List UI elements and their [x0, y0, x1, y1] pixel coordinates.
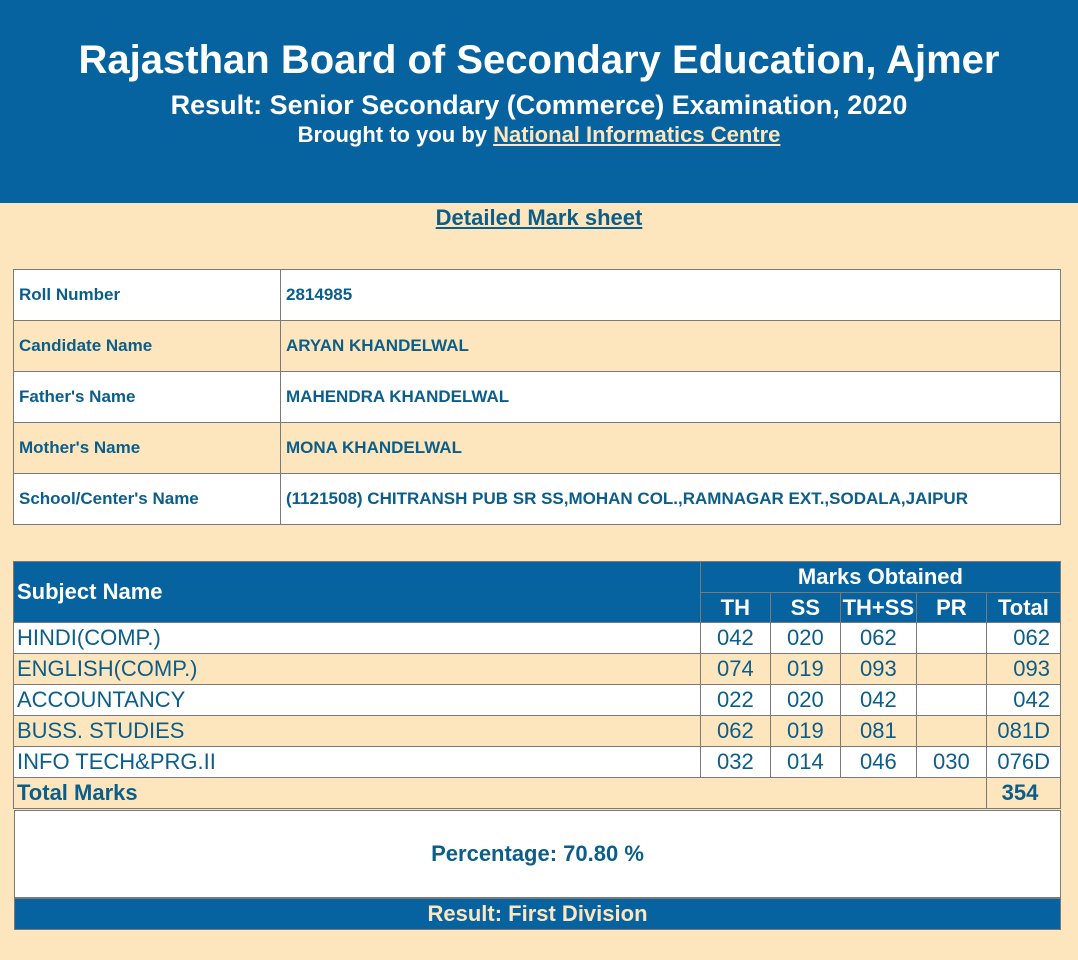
thss-mark: 062	[840, 623, 916, 654]
pr-mark	[916, 716, 986, 747]
thss-mark: 093	[840, 654, 916, 685]
marks-header-row	[14, 562, 1061, 593]
th-mark: 074	[700, 654, 770, 685]
ss-mark: 019	[770, 716, 840, 747]
subject-name: ACCOUNTANCY	[14, 685, 701, 716]
pr-mark	[916, 685, 986, 716]
pr-mark	[916, 623, 986, 654]
th-mark: 062	[700, 716, 770, 747]
total-marks-label: Total Marks	[14, 778, 987, 809]
total-mark: 081D	[986, 716, 1060, 747]
col-thss-header: TH+SS	[840, 593, 916, 623]
th-mark: 032	[700, 747, 770, 778]
total-marks-value: 354	[986, 778, 1060, 809]
total-mark: 062	[986, 623, 1060, 654]
roll-number-value: 2814985	[281, 270, 1061, 321]
candidate-info-table	[13, 269, 1061, 525]
detailed-mark-sheet-link[interactable]: Detailed Mark sheet	[435, 205, 643, 230]
col-pr-header: PR	[916, 593, 986, 623]
subject-name: INFO TECH&PRG.II	[14, 747, 701, 778]
info-row-mother	[14, 423, 1061, 474]
total-mark: 093	[986, 654, 1060, 685]
table-row	[14, 747, 1061, 778]
info-row-father	[14, 372, 1061, 423]
total-mark: 076D	[986, 747, 1060, 778]
marks-obtained-header: Marks Obtained	[700, 562, 1060, 593]
percentage-text: Percentage: 70.80 %	[14, 810, 1061, 898]
school-name-value: (1121508) CHITRANSH PUB SR SS,MOHAN COL.,RAMNAGAR EXT.,SODALA,JAIPUR	[281, 474, 1061, 525]
mother-name-value: MONA KHANDELWAL	[281, 423, 1061, 474]
byline-prefix: Brought to you by	[297, 122, 494, 147]
table-row	[14, 716, 1061, 747]
thss-mark: 046	[840, 747, 916, 778]
total-mark: 042	[986, 685, 1060, 716]
result-banner: Result: First Division	[14, 898, 1061, 930]
col-total-header: Total	[986, 593, 1060, 623]
ss-mark: 014	[770, 747, 840, 778]
col-ss-header: SS	[770, 593, 840, 623]
school-name-label: School/Center's Name	[14, 474, 281, 525]
nic-link[interactable]: National Informatics Centre	[493, 122, 781, 147]
info-row-school	[14, 474, 1061, 525]
th-mark: 022	[700, 685, 770, 716]
pr-mark: 030	[916, 747, 986, 778]
subject-name-header: Subject Name	[14, 562, 701, 623]
mother-name-label: Mother's Name	[14, 423, 281, 474]
byline	[0, 122, 1078, 148]
table-row	[14, 654, 1061, 685]
thss-mark: 042	[840, 685, 916, 716]
subject-name: HINDI(COMP.)	[14, 623, 701, 654]
marks-table	[13, 561, 1061, 809]
page-header	[0, 0, 1078, 203]
info-row-candidate	[14, 321, 1061, 372]
total-marks-row	[14, 778, 1061, 809]
father-name-value: MAHENDRA KHANDELWAL	[281, 372, 1061, 423]
roll-number-label: Roll Number	[14, 270, 281, 321]
candidate-name-label: Candidate Name	[14, 321, 281, 372]
candidate-name-value: ARYAN KHANDELWAL	[281, 321, 1061, 372]
col-th-header: TH	[700, 593, 770, 623]
pr-mark	[916, 654, 986, 685]
board-title: Rajasthan Board of Secondary Education, Ajmer	[78, 38, 1000, 82]
exam-subtitle: Result: Senior Secondary (Commerce) Examination, 2020	[170, 90, 908, 120]
subject-name: ENGLISH(COMP.)	[14, 654, 701, 685]
father-name-label: Father's Name	[14, 372, 281, 423]
table-row	[14, 685, 1061, 716]
subject-name: BUSS. STUDIES	[14, 716, 701, 747]
ss-mark: 019	[770, 654, 840, 685]
th-mark: 042	[700, 623, 770, 654]
thss-mark: 081	[840, 716, 916, 747]
table-row	[14, 623, 1061, 654]
ss-mark: 020	[770, 685, 840, 716]
ss-mark: 020	[770, 623, 840, 654]
info-row-roll	[14, 270, 1061, 321]
